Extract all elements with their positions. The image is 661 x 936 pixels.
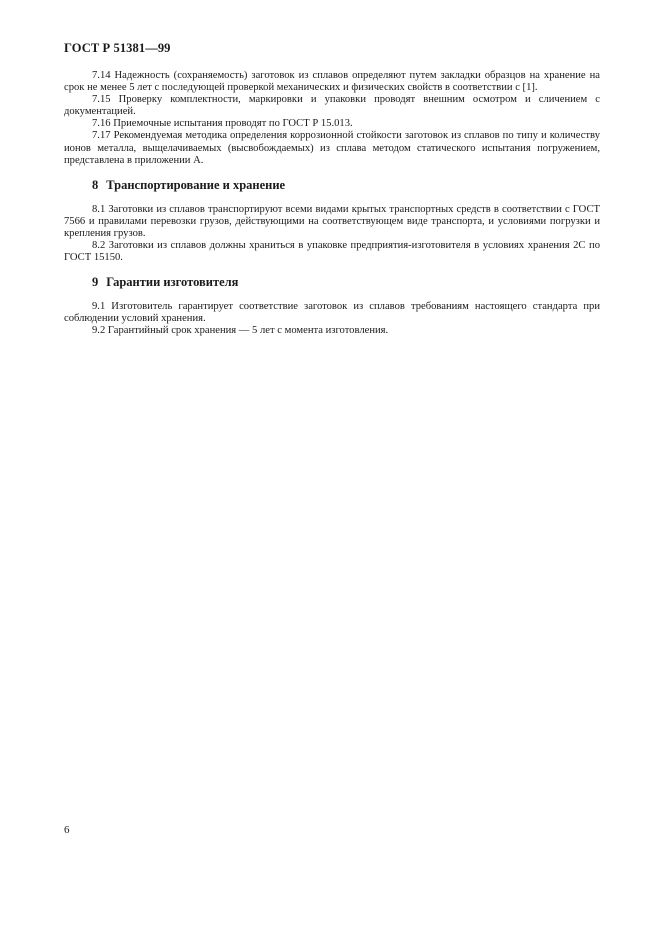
- paragraph-7-16: 7.16 Приемочные испытания проводят по ГОСТ Р 15.013.: [92, 118, 353, 130]
- document-header: ГОСТ Р 51381—99: [64, 41, 171, 55]
- paragraph-7-17: 7.17 Рекомендуемая методика определения коррозионной стойкости заготовок из сплавов по типу и количеству ионов металла, выщелачиваемых (высвобождаемых) из сплава методом статического испытания погружением, представлена в приложении А.: [64, 130, 600, 166]
- section-8-heading: [64, 178, 600, 192]
- section-8-title: Транспортирование и хранение: [106, 177, 286, 192]
- paragraph-8-2: 8.2 Заготовки из сплавов должны храниться в упаковке предприятия-изготовителя в условиях хранения 2С по ГОСТ 15150.: [64, 240, 600, 264]
- section-9-heading: [64, 275, 600, 289]
- page-number: 6: [64, 824, 70, 836]
- paragraph-7-14: 7.14 Надежность (сохраняемость) заготовок из сплавов определяют путем закладки образцов на хранение на срок не менее 5 лет с последующей проверкой механических и физических свойств в соответствии с [1].: [64, 70, 600, 94]
- paragraph-8-1: 8.1 Заготовки из сплавов транспортируют всеми видами крытых транспортных средств в соответствии с ГОСТ 7566 и правилами перевозки грузов, действующими на соответствующем виде транспорта, и условиями погрузки и крепления грузов.: [64, 203, 600, 239]
- section-9-number: 9: [92, 275, 99, 290]
- document-body: [64, 70, 600, 338]
- paragraph-9-1: 9.1 Изготовитель гарантирует соответствие заготовок из сплавов требованиям настоящего стандарта при соблюдении условий хранения.: [64, 301, 600, 325]
- paragraph-7-15: 7.15 Проверку комплектности, маркировки и упаковки проводят внешним осмотром и сличением с документацией.: [64, 94, 600, 118]
- section-9-title: Гарантии изготовителя: [106, 275, 239, 290]
- section-8-number: 8: [92, 177, 99, 192]
- paragraph-9-2: 9.2 Гарантийный срок хранения — 5 лет с момента изготовления.: [92, 325, 389, 337]
